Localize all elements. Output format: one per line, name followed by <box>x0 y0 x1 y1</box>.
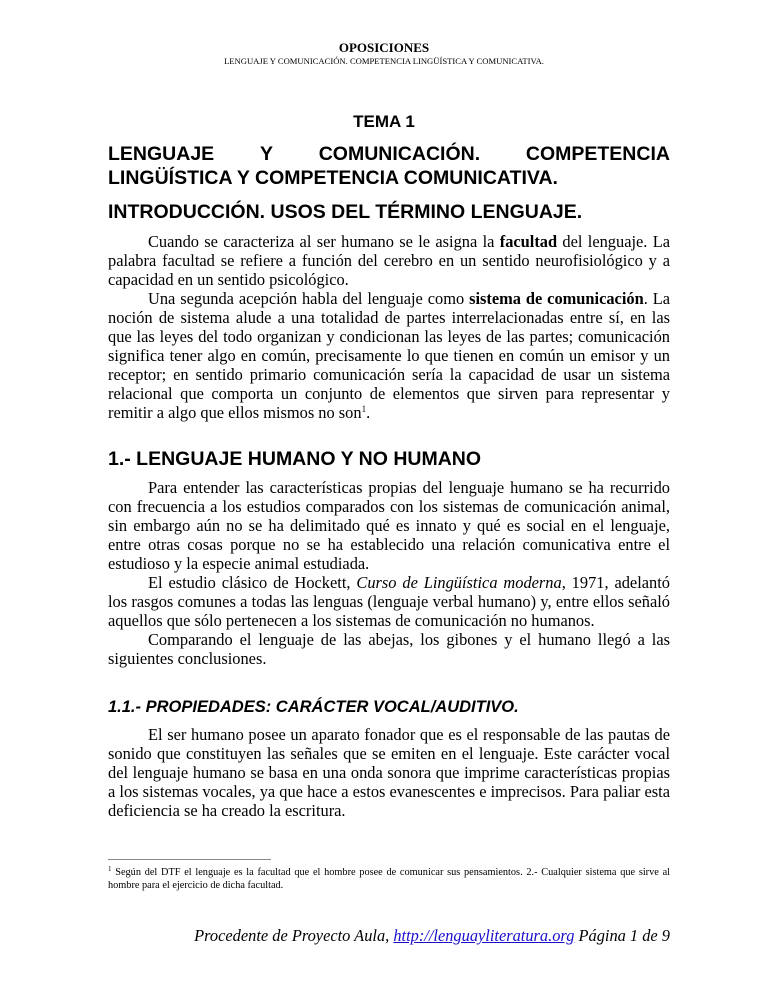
main-title-word: COMUNICACIÓN. <box>318 143 481 165</box>
intro-paragraph-2: Una segunda acepción habla del lenguaje como sistema de comunicación. La noción de sistema alude a una totalidad de partes interrelacionadas entre sí, en las que las leyes del todo organizan y condicionan las leyes de las partes; comunicación significa tener algo en común, precisamente lo que tienen en común un emisor y un receptor; en sentido primario comunicación sería la capacidad de usar un sistema relacional que comporta un conjunto de elementos que sirven para representar y remitir a algo que ellos mismos no son$^1$. <box>108 289 670 422</box>
tema-heading: TEMA 1 <box>353 112 415 131</box>
intro-paragraph-1: Cuando se caracteriza al ser humano se le asigna la facultad del lenguaje. La palabra facultad se refiere a función del cerebro en un sentido neurofisiológico y a capacidad en un sentido psicológico. <box>108 232 670 289</box>
footnote: $^1$ Según del DTF el lenguaje es la facultad que el hombre posee de comunicar sus pensamientos. 2.- Cualquier sistema que sirve al hombre para el ejercicio de dicha facultad. <box>108 865 670 891</box>
book-title: Curso de Lingüística moderna <box>356 573 562 592</box>
main-title-line1 <box>108 142 670 166</box>
section1-1-body <box>108 725 670 820</box>
main-title-word: LENGUAJE <box>108 143 215 165</box>
header-subtitle: LENGUAJE Y COMUNICACIÓN. COMPETENCIA LINGÜÍSTICA Y COMUNICATIVA. <box>224 56 544 66</box>
main-title <box>108 142 670 190</box>
main-title-word: Y <box>259 143 273 165</box>
section1-paragraph-1: Para entender las características propias del lenguaje humano se ha recurrido con frecuencia a los estudios comparados con los sistemas de comunicación animal, sin embargo aún no se ha delimitado qué es innato y qué es social en el lenguaje, entre otras cosas porque no se ha establecido una relación comunicativa entre el estudioso y la especie animal estudiada. <box>108 478 670 573</box>
intro-body <box>108 232 670 422</box>
header-title: OPOSICIONES <box>338 40 430 55</box>
section1-paragraph-3: Comparando el lenguaje de las abejas, los gibones y el humano llegó a las siguientes conclusiones. <box>108 630 670 668</box>
source-link[interactable]: http://lenguayliteratura.org <box>393 926 575 945</box>
section1-paragraph-2: El estudio clásico de Hockett, Curso de Lingüística moderna, 1971, adelantó los rasgos comunes a todas las lenguas (lenguaje verbal humano) y, entre ellos señaló aquellos que sólo pertenecen a los sistemas de comunicación no humanos. <box>108 573 670 630</box>
intro-heading: INTRODUCCIÓN. USOS DEL TÉRMINO LENGUAJE. <box>108 201 583 223</box>
main-title-word: COMPETENCIA <box>525 143 670 165</box>
section1-body <box>108 478 670 668</box>
main-title-line2: LINGÜÍSTICA Y COMPETENCIA COMUNICATIVA. <box>108 167 558 189</box>
bold-term-sistema: sistema de comunicación <box>469 289 644 308</box>
section1-heading: 1.- LENGUAJE HUMANO Y NO HUMANO <box>108 448 482 470</box>
bold-term-facultad: facultad <box>499 232 558 251</box>
page-footer: Procedente de Proyecto Aula, http://lenguayliteratura.org Página 1 de 9 <box>194 926 670 945</box>
footnote-separator <box>108 859 271 860</box>
footnote-ref[interactable]: 1 <box>361 404 367 414</box>
footnote-number: 1 <box>108 865 112 873</box>
section1-1-heading: 1.1.- PROPIEDADES: CARÁCTER VOCAL/AUDITIVO. <box>108 698 519 716</box>
section1-1-paragraph-1: El ser humano posee un aparato fonador que es el responsable de las pautas de sonido que constituyen las señales que se emiten en el lenguaje. Este carácter vocal del lenguaje humano se basa en una onda sonora que imprime características propias a los sistemas vocales, ya que hace a estos evanescentes e imprecisos. Para paliar esta deficiencia se ha creado la escritura. <box>108 725 670 820</box>
